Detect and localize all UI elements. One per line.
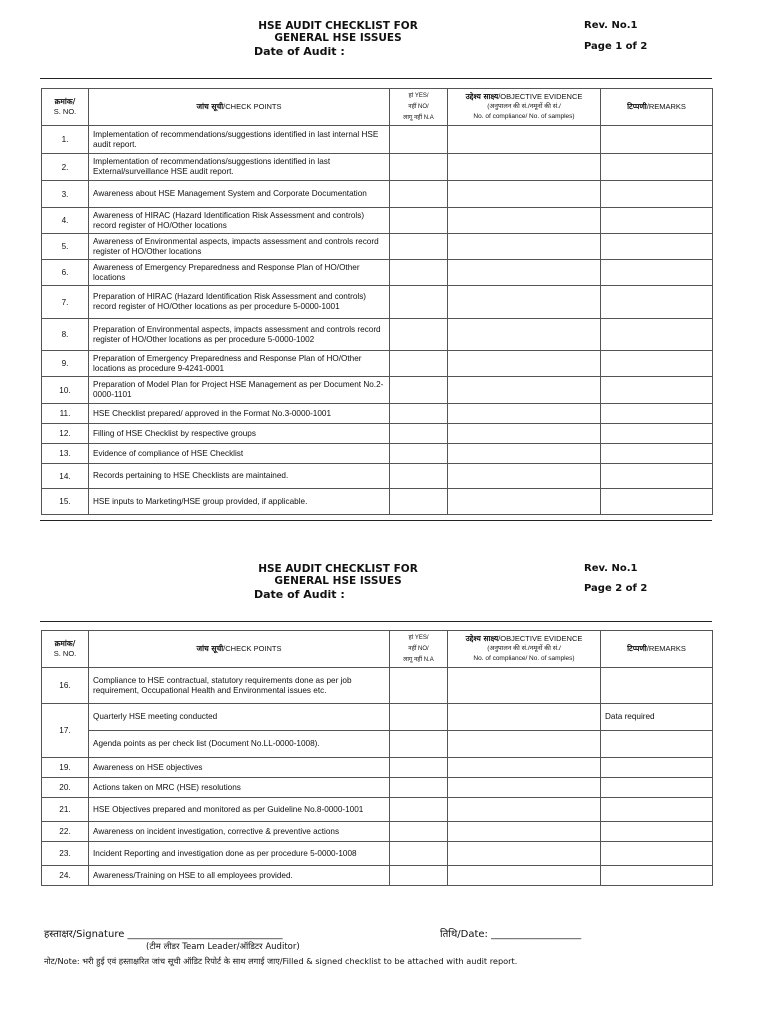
row-remarks-cell[interactable] [601, 286, 713, 319]
row-objective-evidence-cell[interactable] [448, 351, 601, 377]
row-check-point: Evidence of compliance of HSE Checklist [89, 444, 390, 464]
col-header-check-points [89, 89, 390, 126]
row-sno: 24. [42, 866, 89, 886]
row-remarks-cell[interactable] [601, 489, 713, 515]
row-objective-evidence-cell[interactable] [448, 260, 601, 286]
row-remarks-cell[interactable] [601, 731, 713, 758]
row-objective-evidence-cell[interactable] [448, 404, 601, 424]
row-check-point: Awareness of Emergency Preparedness and Response Plan of HO/Other locations [89, 260, 390, 286]
col-header-sno [42, 89, 89, 126]
row-check-point: Preparation of HIRAC (Hazard Identification Risk Assessment and controls) record register of HO/Other locations as per procedure 5-0000-1001 [89, 286, 390, 319]
row-check-point: Preparation of Emergency Preparedness and Response Plan of HO/Other locations as procedure 9-4241-0001 [89, 351, 390, 377]
row-objective-evidence-cell[interactable] [448, 778, 601, 798]
row-check-point: Awareness/Training on HSE to all employees provided. [89, 866, 390, 886]
row-sno: 6. [42, 260, 89, 286]
checklist-table-page2 [41, 630, 713, 886]
row-yes-no-na-cell[interactable] [390, 731, 448, 758]
col-rem-english: /REMARKS [646, 644, 686, 653]
attachment-note: नोट/Note: भरी हुई एवं हस्ताक्षरित जांच सूची ऑडिट रिपोर्ट के साथ लगाई जाए/Filled & signed checklist to be attached with audit report. [44, 956, 518, 966]
row-check-point: Filling of HSE Checklist by respective groups [89, 424, 390, 444]
row-remarks-cell[interactable] [601, 377, 713, 404]
col-rem-hindi: टिप्पणी [627, 644, 647, 653]
row-objective-evidence-cell[interactable] [448, 319, 601, 351]
row-remarks-cell[interactable] [601, 234, 713, 260]
table-row [42, 181, 713, 208]
row-objective-evidence-cell[interactable] [448, 668, 601, 704]
row-yes-no-na-cell[interactable] [390, 758, 448, 778]
row-remarks-cell[interactable] [601, 822, 713, 842]
row-remarks-cell[interactable] [601, 798, 713, 822]
col-na: लागू नहीं N.A [403, 114, 434, 121]
col-sno-english: S. NO. [53, 107, 77, 116]
checklist-table-page1 [41, 88, 713, 515]
row-yes-no-na-cell[interactable] [390, 668, 448, 704]
row-yes-no-na-cell[interactable] [390, 351, 448, 377]
row-objective-evidence-cell[interactable] [448, 424, 601, 444]
table-row [42, 866, 713, 886]
row-sno: 21. [42, 798, 89, 822]
row-yes-no-na-cell[interactable] [390, 444, 448, 464]
page2-top-rule [40, 621, 712, 622]
row-sno: 13. [42, 444, 89, 464]
page1-header [0, 18, 768, 68]
row-remarks-cell[interactable] [601, 464, 713, 489]
row-check-point: Compliance to HSE contractual, statutory requirements done as per job requirement, Occupational Health and Environmental issues etc. [89, 668, 390, 704]
row-check-point: Implementation of recommendations/suggestions identified in last internal HSE audit report. [89, 126, 390, 154]
row-yes-no-na-cell[interactable] [390, 704, 448, 731]
table-row [42, 842, 713, 866]
col-obj-subtitle-hindi: (अनुपालन की सं./नमूनों की सं./ [487, 103, 561, 110]
page1-date-of-audit: Date of Audit : [254, 45, 345, 58]
col-no: नहीं NO/ [408, 103, 429, 110]
row-sno: 14. [42, 464, 89, 489]
page2-title [252, 563, 424, 587]
col-rem-english: /REMARKS [646, 102, 686, 111]
row-sno: 5. [42, 234, 89, 260]
row-check-point: Awareness about HSE Management System and Corporate Documentation [89, 181, 390, 208]
row-remarks-cell[interactable] [601, 126, 713, 154]
row-remarks-cell[interactable] [601, 181, 713, 208]
row-check-point: Awareness on incident investigation, corrective & preventive actions [89, 822, 390, 842]
signer-role: (टीम लीडर Team Leader/ऑडिटर Auditor) [146, 942, 300, 952]
row-remarks-cell[interactable] [601, 404, 713, 424]
row-yes-no-na-cell[interactable] [390, 154, 448, 181]
col-obj-subtitle-hindi: (अनुपालन की सं./नमूनों की सं./ [487, 645, 561, 652]
row-yes-no-na-cell[interactable] [390, 866, 448, 886]
page1-top-rule [40, 78, 712, 79]
row-objective-evidence-cell[interactable] [448, 234, 601, 260]
table-row [42, 758, 713, 778]
page1-bottom-rule [40, 520, 712, 521]
table-row [42, 286, 713, 319]
col-points-english: /CHECK POINTS [223, 644, 282, 653]
col-obj-hindi: उद्देश्य साक्ष्य [465, 92, 499, 101]
col-yes: हां YES/ [408, 634, 429, 641]
row-check-point: Awareness on HSE objectives [89, 758, 390, 778]
row-objective-evidence-cell[interactable] [448, 758, 601, 778]
row-remarks-cell[interactable] [601, 351, 713, 377]
row-sno: 12. [42, 424, 89, 444]
row-yes-no-na-cell[interactable] [390, 489, 448, 515]
signature-line[interactable]: हस्ताक्षर/Signature _______________________________ [44, 929, 283, 940]
row-remarks-cell[interactable] [601, 424, 713, 444]
row-objective-evidence-cell[interactable] [448, 444, 601, 464]
page1-title-line2: GENERAL HSE ISSUES [274, 32, 402, 44]
col-obj-subtitle-english: No. of compliance/ No. of samples) [473, 113, 575, 120]
row-sno: 1. [42, 126, 89, 154]
row-remarks-cell[interactable]: Data required [601, 704, 713, 731]
row-sno: 4. [42, 208, 89, 234]
col-header-objective-evidence [448, 631, 601, 668]
table-row [42, 351, 713, 377]
row-objective-evidence-cell[interactable] [448, 798, 601, 822]
row-sno: 7. [42, 286, 89, 319]
table-row [42, 404, 713, 424]
col-rem-hindi: टिप्पणी [627, 102, 647, 111]
row-objective-evidence-cell[interactable] [448, 208, 601, 234]
row-sno: 20. [42, 778, 89, 798]
row-remarks-cell[interactable] [601, 319, 713, 351]
page2-title-line2: GENERAL HSE ISSUES [274, 575, 402, 587]
row-check-point: Records pertaining to HSE Checklists are maintained. [89, 464, 390, 489]
row-sno: 17. [42, 704, 89, 758]
col-header-remarks [601, 631, 713, 668]
col-points-hindi: जांच सूची [196, 644, 224, 653]
page1-rev-no: Rev. No.1 [584, 20, 638, 31]
table-header-row [42, 89, 713, 126]
row-yes-no-na-cell[interactable] [390, 234, 448, 260]
row-check-point: Implementation of recommendations/suggestions identified in last External/surveillance HSE audit report. [89, 154, 390, 181]
row-sno: 16. [42, 668, 89, 704]
table-row [42, 444, 713, 464]
table-row [42, 126, 713, 154]
col-header-objective-evidence [448, 89, 601, 126]
row-objective-evidence-cell[interactable] [448, 731, 601, 758]
row-remarks-cell[interactable] [601, 758, 713, 778]
page1-title-line1: HSE AUDIT CHECKLIST FOR [258, 20, 418, 32]
table-row [42, 234, 713, 260]
page1-page-number: Page 1 of 2 [584, 41, 648, 52]
col-no: नहीं NO/ [408, 645, 429, 652]
row-yes-no-na-cell[interactable] [390, 319, 448, 351]
col-sno-hindi: क्रमांक/ [54, 639, 76, 648]
row-sno: 15. [42, 489, 89, 515]
row-sno: 8. [42, 319, 89, 351]
table-row [42, 778, 713, 798]
row-yes-no-na-cell[interactable] [390, 377, 448, 404]
row-check-point: HSE inputs to Marketing/HSE group provided, if applicable. [89, 489, 390, 515]
page2-rev-no: Rev. No.1 [584, 563, 638, 574]
table-row [42, 424, 713, 444]
row-remarks-cell[interactable] [601, 154, 713, 181]
row-yes-no-na-cell[interactable] [390, 260, 448, 286]
col-header-sno [42, 631, 89, 668]
table-row [42, 822, 713, 842]
col-points-english: /CHECK POINTS [223, 102, 282, 111]
row-sno: 2. [42, 154, 89, 181]
row-objective-evidence-cell[interactable] [448, 154, 601, 181]
row-check-point: HSE Objectives prepared and monitored as per Guideline No.8-0000-1001 [89, 798, 390, 822]
row-yes-no-na-cell[interactable] [390, 181, 448, 208]
row-remarks-cell[interactable] [601, 208, 713, 234]
row-yes-no-na-cell[interactable] [390, 208, 448, 234]
row-yes-no-na-cell[interactable] [390, 286, 448, 319]
row-objective-evidence-cell[interactable] [448, 181, 601, 208]
col-obj-hindi: उद्देश्य साक्ष्य [465, 634, 499, 643]
col-header-yes-no-na [390, 89, 448, 126]
date-line[interactable]: तिथि/Date: __________________ [440, 929, 582, 940]
table-row [42, 319, 713, 351]
table-row [42, 668, 713, 704]
table-row [42, 260, 713, 286]
col-points-hindi: जांच सूची [196, 102, 224, 111]
row-yes-no-na-cell[interactable] [390, 424, 448, 444]
row-check-point: Awareness of HIRAC (Hazard Identification Risk Assessment and controls) record register of HO/Other locations [89, 208, 390, 234]
col-na: लागू नहीं N.A [403, 656, 434, 663]
col-header-yes-no-na [390, 631, 448, 668]
row-objective-evidence-cell[interactable] [448, 286, 601, 319]
col-header-remarks [601, 89, 713, 126]
page2-header [0, 561, 768, 611]
col-sno-hindi: क्रमांक/ [54, 97, 76, 106]
row-objective-evidence-cell[interactable] [448, 126, 601, 154]
row-check-point: HSE Checklist prepared/ approved in the Format No.3-0000-1001 [89, 404, 390, 424]
col-obj-english: /OBJECTIVE EVIDENCE [498, 634, 583, 643]
row-yes-no-na-cell[interactable] [390, 778, 448, 798]
row-objective-evidence-cell[interactable] [448, 822, 601, 842]
row-check-point: Preparation of Environmental aspects, impacts assessment and controls record register of HO/Other locations as per procedure 5-0000-1002 [89, 319, 390, 351]
row-check-point: Quarterly HSE meeting conducted [89, 704, 390, 731]
row-objective-evidence-cell[interactable] [448, 704, 601, 731]
col-yes: हां YES/ [408, 92, 429, 99]
row-objective-evidence-cell[interactable] [448, 866, 601, 886]
row-check-point: Incident Reporting and investigation done as per procedure 5-0000-1008 [89, 842, 390, 866]
row-yes-no-na-cell[interactable] [390, 798, 448, 822]
row-yes-no-na-cell[interactable] [390, 126, 448, 154]
row-remarks-cell[interactable] [601, 866, 713, 886]
table-row [42, 798, 713, 822]
row-sno: 3. [42, 181, 89, 208]
table-row [42, 489, 713, 515]
page1-title [252, 20, 424, 44]
row-check-point: Agenda points as per check list (Document No.LL-0000-1008). [89, 731, 390, 758]
col-sno-english: S. NO. [53, 649, 77, 658]
col-obj-english: /OBJECTIVE EVIDENCE [498, 92, 583, 101]
table-row [42, 704, 713, 731]
row-remarks-cell[interactable] [601, 778, 713, 798]
row-objective-evidence-cell[interactable] [448, 464, 601, 489]
row-objective-evidence-cell[interactable] [448, 842, 601, 866]
row-sno: 10. [42, 377, 89, 404]
row-sno: 22. [42, 822, 89, 842]
row-sno: 19. [42, 758, 89, 778]
page2-page-number: Page 2 of 2 [584, 583, 648, 594]
page2-date-of-audit: Date of Audit : [254, 588, 345, 601]
row-check-point: Awareness of Environmental aspects, impacts assessment and controls record register of HO/Other locations [89, 234, 390, 260]
table-row [42, 464, 713, 489]
row-yes-no-na-cell[interactable] [390, 404, 448, 424]
row-yes-no-na-cell[interactable] [390, 464, 448, 489]
table-row [42, 731, 713, 758]
row-remarks-cell[interactable] [601, 668, 713, 704]
row-objective-evidence-cell[interactable] [448, 377, 601, 404]
row-sno: 9. [42, 351, 89, 377]
row-yes-no-na-cell[interactable] [390, 842, 448, 866]
col-header-check-points [89, 631, 390, 668]
row-check-point: Preparation of Model Plan for Project HSE Management as per Document No.2-0000-1101 [89, 377, 390, 404]
page2-title-line1: HSE AUDIT CHECKLIST FOR [258, 563, 418, 575]
row-check-point: Actions taken on MRC (HSE) resolutions [89, 778, 390, 798]
table-row [42, 154, 713, 181]
col-obj-subtitle-english: No. of compliance/ No. of samples) [473, 655, 575, 662]
row-yes-no-na-cell[interactable] [390, 822, 448, 842]
row-remarks-cell[interactable] [601, 444, 713, 464]
row-remarks-cell[interactable] [601, 842, 713, 866]
table-row [42, 208, 713, 234]
table-header-row [42, 631, 713, 668]
table-row [42, 377, 713, 404]
row-objective-evidence-cell[interactable] [448, 489, 601, 515]
row-sno: 11. [42, 404, 89, 424]
row-remarks-cell[interactable] [601, 260, 713, 286]
row-sno: 23. [42, 842, 89, 866]
